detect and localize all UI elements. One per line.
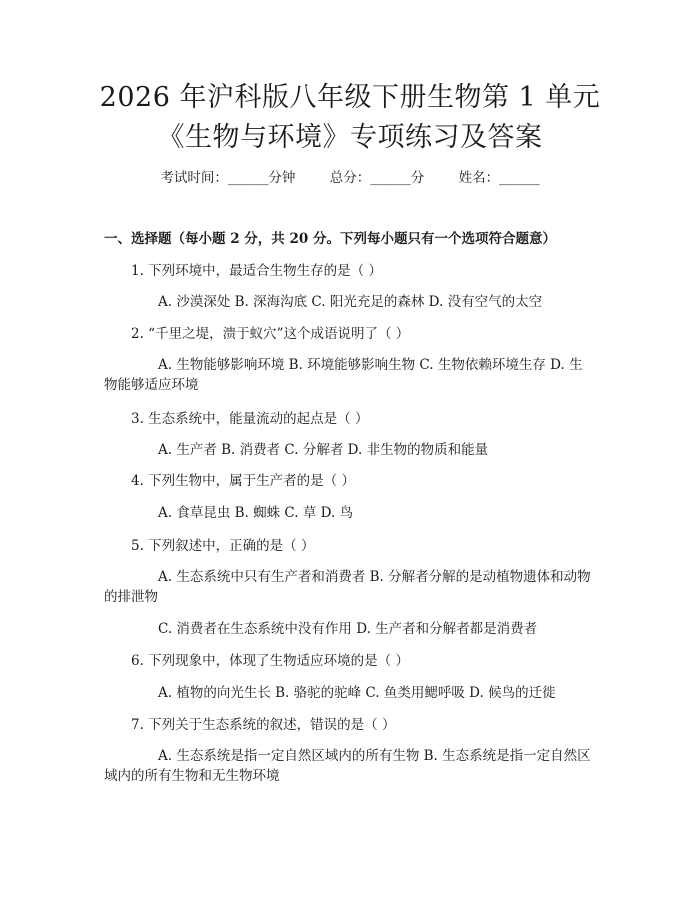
exam-info-line: 考试时间：______分钟 总分：______分 姓名：______ [160, 170, 540, 186]
question-6-stem: 6. 下列现象中，体现了生物适应环境的是（ ） [131, 653, 409, 669]
question-6-options: A. 植物的向光生长 B. 骆驼的驼峰 C. 鱼类用鳃呼吸 D. 候鸟的迁徙 [158, 685, 556, 701]
question-7-stem: 7. 下列关于生态系统的叙述，错误的是（ ） [131, 717, 396, 733]
question-4-stem: 4. 下列生物中，属于生产者的是（ ） [131, 473, 355, 489]
page-title: 2026 年沪科版八年级下册生物第 1 单元《生物与环境》专项练习及答案 [99, 82, 601, 153]
question-2-stem: 2. “千里之堤，溃于蚁穴”这个成语说明了（ ） [131, 326, 410, 342]
question-3-options: A. 生产者 B. 消费者 C. 分解者 D. 非生物的物质和能量 [158, 442, 489, 458]
question-1-options: A. 沙漠深处 B. 深海沟底 C. 阳光充足的森林 D. 没有空气的太空 [158, 294, 543, 310]
question-1-stem: 1. 下列环境中，最适合生物生存的是（ ） [131, 263, 382, 279]
question-5-stem: 5. 下列叙述中，正确的是（ ） [131, 538, 315, 554]
question-5-options-2: C. 消费者在生态系统中没有作用 D. 生产者和分解者都是消费者 [158, 621, 538, 637]
question-5-options-1: A. 生态系统中只有生产者和消费者 B. 分解者分解的是动植物遗体和动物的排泄物 [104, 569, 591, 605]
question-3-stem: 3. 生态系统中，能量流动的起点是（ ） [131, 411, 369, 427]
question-7-options: A. 生态系统是指一定自然区域内的所有生物 B. 生态系统是指一定自然区域内的所有生物和无生物环境 [104, 748, 591, 784]
question-4-options: A. 食草昆虫 B. 蜘蛛 C. 草 D. 鸟 [158, 505, 354, 521]
section-heading-choice: 一、选择题（每小题 2 分，共 20 分。下列每小题只有一个选项符合题意） [104, 231, 556, 247]
question-2-options: A. 生物能够影响环境 B. 环境能够影响生物 C. 生物依赖环境生存 D. 生物能够适应环境 [104, 357, 583, 393]
